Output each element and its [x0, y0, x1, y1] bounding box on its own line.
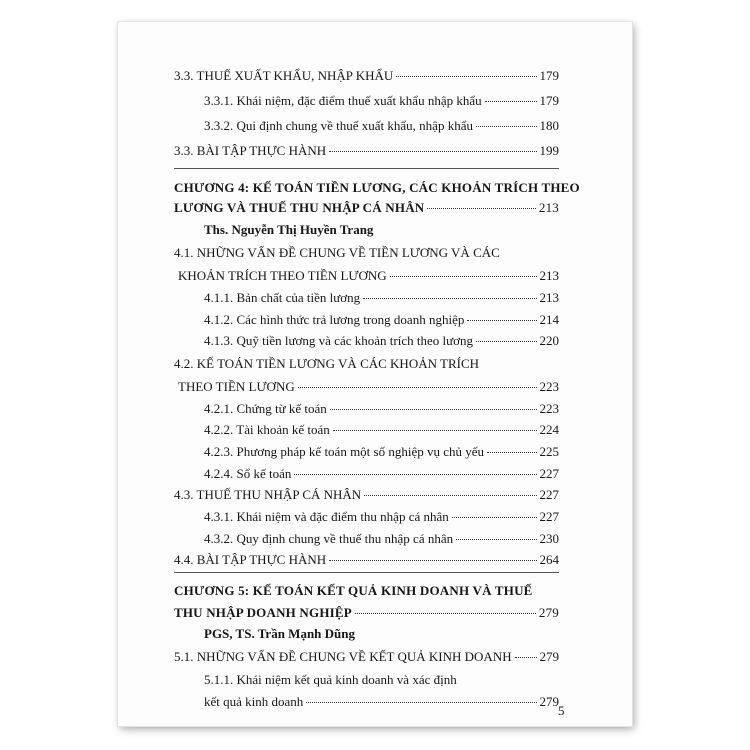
- leader-dots: [427, 208, 536, 209]
- toc-entry-4-3-1: [204, 509, 559, 525]
- toc-entry-page: 227: [539, 487, 559, 502]
- toc-entry-4-1-3: [204, 333, 559, 349]
- toc-entry-4-2-line2: [178, 379, 559, 395]
- toc-entry-page: 179: [539, 93, 559, 108]
- toc-entry-title: LƯƠNG VÀ THUẾ THU NHẬP CÁ NHÂN: [174, 200, 425, 215]
- toc-entry-title: 4.4. BÀI TẬP THỰC HÀNH: [174, 552, 327, 567]
- toc-entry-5-1-1-line1: 5.1.1. Khái niệm kết quả kinh doanh và xác định: [204, 672, 457, 687]
- toc-entry-page: 179: [539, 68, 559, 83]
- leader-dots: [396, 76, 536, 77]
- toc-entry-4-1-2: [204, 312, 559, 328]
- toc-entry-page: 214: [539, 312, 559, 327]
- toc-entry-4-2-3: [204, 444, 559, 460]
- leader-dots: [294, 474, 536, 475]
- chapter-4-author: Ths. Nguyễn Thị Huyền Trang: [204, 222, 374, 237]
- leader-dots: [467, 320, 536, 321]
- chapter-5-title-line1: CHƯƠNG 5: KẾ TOÁN KẾT QUẢ KINH DOANH VÀ THUẾ: [174, 583, 533, 598]
- leader-dots: [390, 276, 537, 277]
- leader-dots: [485, 101, 537, 102]
- toc-entry-4-2-4: [204, 466, 559, 482]
- toc-entry-title: 3.3.1. Khái niệm, đặc điểm thuế xuất khẩu nhập khẩu: [204, 93, 482, 108]
- toc-entry-page: 213: [539, 290, 559, 305]
- toc-entry-3-3-exercises: [174, 143, 559, 159]
- toc-entry-title: 5.1. NHỮNG VẤN ĐỀ CHUNG VỀ KẾT QUẢ KINH DOANH: [174, 649, 512, 664]
- toc-entry-3-3-2: [204, 118, 559, 134]
- toc-entry-title: 4.1.1. Bản chất của tiền lương: [204, 290, 361, 305]
- leader-dots: [364, 495, 536, 496]
- toc-entry-title: 3.3. THUẾ XUẤT KHẨU, NHẬP KHẨU: [174, 68, 394, 83]
- leader-dots: [515, 657, 537, 658]
- toc-entry-3-3: [174, 68, 559, 84]
- toc-entry-page: 223: [539, 401, 559, 416]
- leader-dots: [355, 613, 536, 614]
- toc-entry-title: kết quả kinh doanh: [204, 694, 304, 709]
- leader-dots: [330, 409, 537, 410]
- toc-entry-4-1-line2: [178, 268, 559, 284]
- leader-dots: [329, 151, 536, 152]
- toc-entry-4-3: [174, 487, 559, 503]
- toc-entry-title: THU NHẬP DOANH NGHIỆP: [174, 605, 352, 620]
- toc-entry-4-3-2: [204, 531, 559, 547]
- chapter-separator: [174, 168, 559, 169]
- toc-entry-title: 3.3. BÀI TẬP THỰC HÀNH: [174, 143, 327, 158]
- toc-entry-page: 230: [539, 531, 559, 546]
- page-number: 5: [558, 703, 565, 718]
- toc-entry-page: 225: [539, 444, 559, 459]
- toc-entry-title: 4.2.3. Phương pháp kế toán một số nghiệp vụ chủ yếu: [204, 444, 485, 459]
- toc-entry-page: 224: [539, 422, 559, 437]
- toc-entry-page: 227: [539, 509, 559, 524]
- toc-entry-page: 279: [539, 694, 559, 709]
- toc-entry-title: 4.1.2. Các hình thức trả lương trong doanh nghiệp: [204, 312, 465, 327]
- chapter-5-title-line2: [174, 605, 559, 621]
- toc-entry-title: 4.2.1. Chứng từ kế toán: [204, 401, 327, 416]
- toc-entry-5-1: [174, 649, 559, 665]
- toc-entry-page: 199: [539, 143, 559, 158]
- toc-entry-4-2-line1: 4.2. KẾ TOÁN TIỀN LƯƠNG VÀ CÁC KHOẢN TRÍCH: [174, 356, 479, 371]
- leader-dots: [456, 539, 536, 540]
- toc-entry-page: 279: [539, 649, 559, 664]
- chapter-4-title-line2: [174, 200, 559, 216]
- toc-entry-page: 279: [538, 605, 559, 620]
- toc-entry-title: 4.1.3. Quỹ tiền lương và các khoản trích theo lương: [204, 333, 474, 348]
- toc-entry-page: 220: [539, 333, 559, 348]
- leader-dots: [476, 126, 537, 127]
- leader-dots: [363, 298, 536, 299]
- toc-entry-page: 180: [539, 118, 559, 133]
- toc-entry-title: 4.3. THUẾ THU NHẬP CÁ NHÂN: [174, 487, 362, 502]
- book-page: [118, 22, 632, 726]
- toc-entry-page: 213: [539, 268, 559, 283]
- chapter-4-title-line1: CHƯƠNG 4: KẾ TOÁN TIỀN LƯƠNG, CÁC KHOẢN TRÍCH THEO: [174, 180, 580, 195]
- toc-entry-4-2-1: [204, 401, 559, 417]
- toc-entry-page: 223: [539, 379, 559, 394]
- chapter-5-author: PGS, TS. Trần Mạnh Dũng: [204, 626, 355, 641]
- toc-entry-title: 4.2.4. Sổ kế toán: [204, 466, 292, 481]
- leader-dots: [306, 702, 536, 703]
- toc-entry-4-2-2: [204, 422, 559, 438]
- leader-dots: [329, 560, 536, 561]
- leader-dots: [487, 452, 536, 453]
- leader-dots: [333, 430, 537, 431]
- toc-entry-4-1-1: [204, 290, 559, 306]
- toc-entry-title: 4.3.2. Quy định chung về thuế thu nhập cá nhân: [204, 531, 454, 546]
- toc-entry-title: THEO TIỀN LƯƠNG: [178, 379, 295, 394]
- toc-entry-title: 4.3.1. Khái niệm và đặc điểm thu nhập cá nhân: [204, 509, 449, 524]
- toc-entry-4-1-line1: 4.1. NHỮNG VẤN ĐỀ CHUNG VỀ TIỀN LƯƠNG VÀ CÁC: [174, 245, 500, 260]
- leader-dots: [452, 517, 537, 518]
- leader-dots: [298, 387, 537, 388]
- chapter-separator: [174, 572, 559, 573]
- toc-entry-3-3-1: [204, 93, 559, 109]
- toc-entry-title: 4.2.2. Tài khoản kế toán: [204, 422, 330, 437]
- toc-entry-page: 227: [539, 466, 559, 481]
- toc-entry-title: KHOẢN TRÍCH THEO TIỀN LƯƠNG: [178, 268, 387, 283]
- toc-entry-page: 213: [538, 200, 559, 215]
- toc-entry-title: 3.3.2. Qui định chung về thuế xuất khẩu, nhập khẩu: [204, 118, 473, 133]
- toc-entry-4-4: [174, 552, 559, 568]
- toc-entry-page: 264: [539, 552, 559, 567]
- toc-entry-5-1-1-line2: [204, 694, 559, 710]
- leader-dots: [476, 341, 536, 342]
